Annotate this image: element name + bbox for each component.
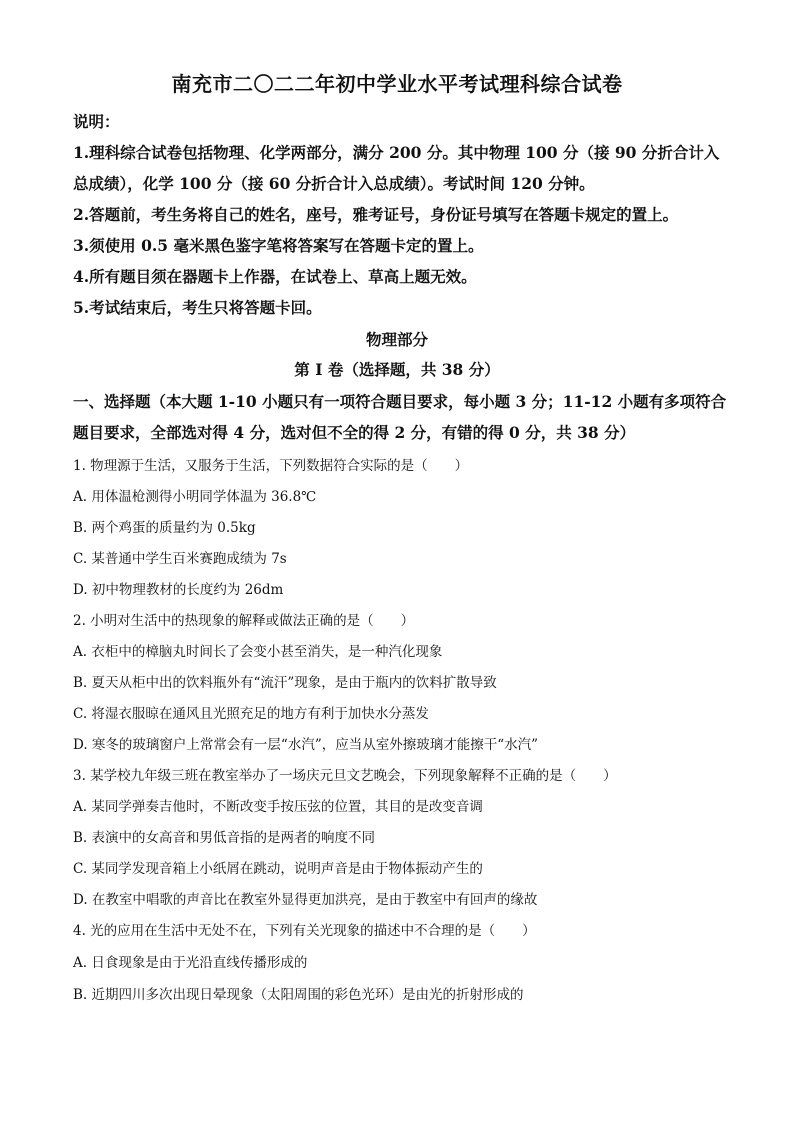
question-2-option-b: B. 夏天从柜中出的饮料瓶外有“流汗”现象，是由于瓶内的饮料扩散导致 [73,675,497,691]
question-3-option-a: A. 某同学弹奏吉他时，不断改变手按压弦的位置，其目的是改变音调 [73,799,483,815]
intro-item-1a: 1.理科综合试卷包括物理、化学两部分，满分 200 分。其中物理 100 分（接 90 分折合计入 [73,143,720,162]
question-3-option-d: D. 在教室中唱歌的声音比在教室外显得更加洪亮，是由于教室中有回声的缘故 [73,892,538,908]
question-2-stem: 2. 小明对生活中的热现象的解释或做法正确的是（ ） [73,613,415,629]
question-1-option-a: A. 用体温枪测得小明同学体温为 36.8℃ [73,489,317,505]
question-3-stem: 3. 某学校九年级三班在教室举办了一场庆元旦文艺晚会，下列现象解释不正确的是（ ） [73,768,617,784]
question-2-option-c: C. 将湿衣服晾在通风且光照充足的地方有利于加快水分蒸发 [73,706,429,722]
question-2-option-a: A. 衣柜中的樟脑丸时间长了会变小甚至消失，是一种汽化现象 [73,644,443,660]
question-4-stem: 4. 光的应用在生活中无处不在，下列有关光现象的描述中不合理的是（ ） [73,923,536,939]
intro-item-5: 5.考试结束后，考生只将答题卡回。 [73,298,322,317]
volume-title: 第 I 卷（选择题，共 38 分） [294,360,500,379]
question-1-option-b: B. 两个鸡蛋的质量约为 0.5kg [73,520,256,536]
question-3-option-c: C. 某同学发现音箱上小纸屑在跳动，说明声音是由于物体振动产生的 [73,861,483,877]
intro-item-3: 3.须使用 0.5 毫米黑色鉴字笔将答案写在答题卡定的置上。 [73,236,484,255]
question-1-stem: 1. 物理源于生活，又服务于生活，下列数据符合实际的是（ ） [73,458,469,474]
question-4-option-b: B. 近期四川多次出现日晕现象（太阳周围的彩色光环）是由光的折射形成的 [73,987,524,1003]
question-2-option-d: D. 寒冬的玻璃窗户上常常会有一层“水汽”，应当从室外擦玻璃才能擦干“水汽” [73,737,539,753]
section-instructions-1: 一、选择题（本大题 1-10 小题只有一项符合题目要求，每小题 3 分；11-12 小题有多项符合 [73,392,727,411]
question-3-option-b: B. 表演中的女高音和男低音指的是两者的响度不同 [73,830,376,846]
intro-item-4: 4.所有题目须在器题卡上作器，在试卷上、草高上题无效。 [73,267,477,286]
page-title: 南充市二〇二二年初中学业水平考试理科综合试卷 [171,72,623,96]
intro-item-2: 2.答题前，考生务将自己的姓名，座号，雅考证号，身份证号填写在答题卡规定的置上。 [73,205,679,224]
question-1-option-d: D. 初中物理教材的长度约为 26dm [73,582,284,598]
question-4-option-a: A. 日食现象是由于光沿直线传播形成的 [73,955,308,971]
intro-item-1b: 总成绩），化学 100 分（接 60 分折合计入总成绩）。考试时间 120 分钟。 [73,174,595,193]
intro-heading: 说明： [73,112,120,131]
section-instructions-2: 题目要求，全部选对得 4 分，选对但不全的得 2 分，有错的得 0 分，共 38 分） [73,423,636,442]
question-1-option-c: C. 某普通中学生百米赛跑成绩为 7s [73,551,287,567]
part-title: 物理部分 [365,330,428,349]
